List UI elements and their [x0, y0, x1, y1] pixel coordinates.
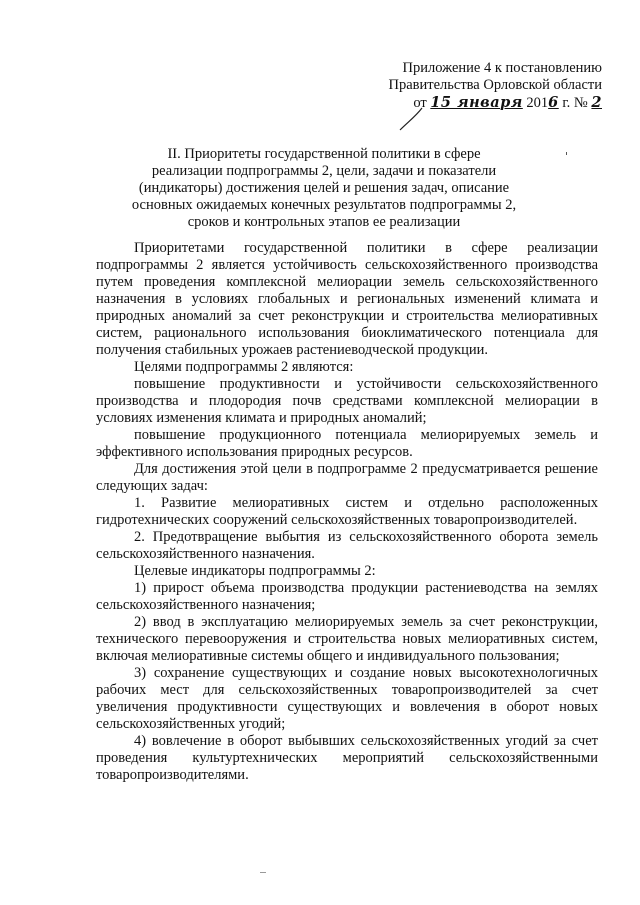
date-handwritten: 15 января	[430, 94, 523, 111]
body-paragraph: Для достижения этой цели в подпрограмме 2 предусматривается решение следующих задач:	[96, 461, 598, 494]
body-paragraph: Приоритетами государственной политики в сфере реализации подпрограммы 2 является устойчивость сельскохозяйственного производства путем проведения комплексной мелиорации земель сельскохозяйственного назначения в условиях глобальных и региональных изменений климата и природных аномалий за счет реконструкции и строительства мелиоративных систем, рационального использования биоклиматического потенциала для получения стабильных урожаев растениеводческой продукции.	[96, 240, 598, 358]
body-paragraph: 2) ввод в эксплуатацию мелиорируемых земель за счет реконструкции, технического перевооружения и строительства новых мелиоративных систем, включая мелиоративные системы общего и индивидуального пользования;	[96, 614, 598, 664]
appendix-line-1: Приложение 4 к постановлению	[402, 60, 602, 76]
pen-stroke	[396, 106, 426, 132]
heading-line: сроков и контрольных этапов ее реализации	[187, 214, 461, 230]
appendix-line-2: Правительства Орловской области	[388, 77, 602, 93]
body-paragraph: повышение продуктивности и устойчивости сельскохозяйственного производства и плодородия почв средствами комплексной мелиорации в условиях изменения климата и природных аномалий;	[96, 376, 598, 426]
number-handwritten: 2	[591, 94, 602, 111]
date-prefix: от	[413, 95, 427, 111]
year-prefix: 201	[526, 95, 549, 111]
heading-line: (индикаторы) достижения целей и решения задач, описание	[138, 180, 510, 196]
body-paragraph: 1. Развитие мелиоративных систем и отдельно расположенных гидротехнических сооружений сельскохозяйственных товаропроизводителей.	[96, 495, 598, 528]
appendix-date-line	[330, 94, 602, 112]
body-paragraph: 1) прирост объема производства продукции растениеводства на землях сельскохозяйственного назначения;	[96, 580, 598, 613]
heading-line: реализации подпрограммы 2, цели, задачи и показатели	[151, 163, 497, 179]
body-paragraph: 4) вовлечение в оборот выбывших сельскохозяйственных угодий за счет проведения культуртехнических мероприятий сельскохозяйственными товаропроизводителями.	[96, 733, 598, 783]
body-paragraph: Целями подпрограммы 2 являются:	[134, 359, 354, 375]
year-digit-handwritten: 6	[548, 94, 559, 111]
section-heading	[96, 146, 552, 231]
body-paragraph: повышение продукционного потенциала мелиорируемых земель и эффективного использования природных ресурсов.	[96, 427, 598, 460]
scan-mark	[566, 152, 567, 155]
heading-line: II. Приоритеты государственной политики в сфере	[167, 146, 481, 162]
body-paragraph: 2. Предотвращение выбытия из сельскохозяйственного оборота земель сельскохозяйственного назначения.	[96, 529, 598, 562]
appendix-block	[330, 60, 602, 112]
year-suffix: г. №	[562, 95, 588, 111]
scan-mark	[260, 872, 266, 873]
body-paragraph: 3) сохранение существующих и создание новых высокотехнологичных рабочих мест для сельскохозяйственных товаропроизводителей за счет увеличения продуктивности существующих и вовлечения в оборот новых сельскохозяйственных угодий;	[96, 665, 598, 732]
document-body	[96, 240, 598, 784]
heading-line: основных ожидаемых конечных результатов подпрограммы 2,	[131, 197, 517, 213]
body-paragraph: Целевые индикаторы подпрограммы 2:	[134, 563, 376, 579]
